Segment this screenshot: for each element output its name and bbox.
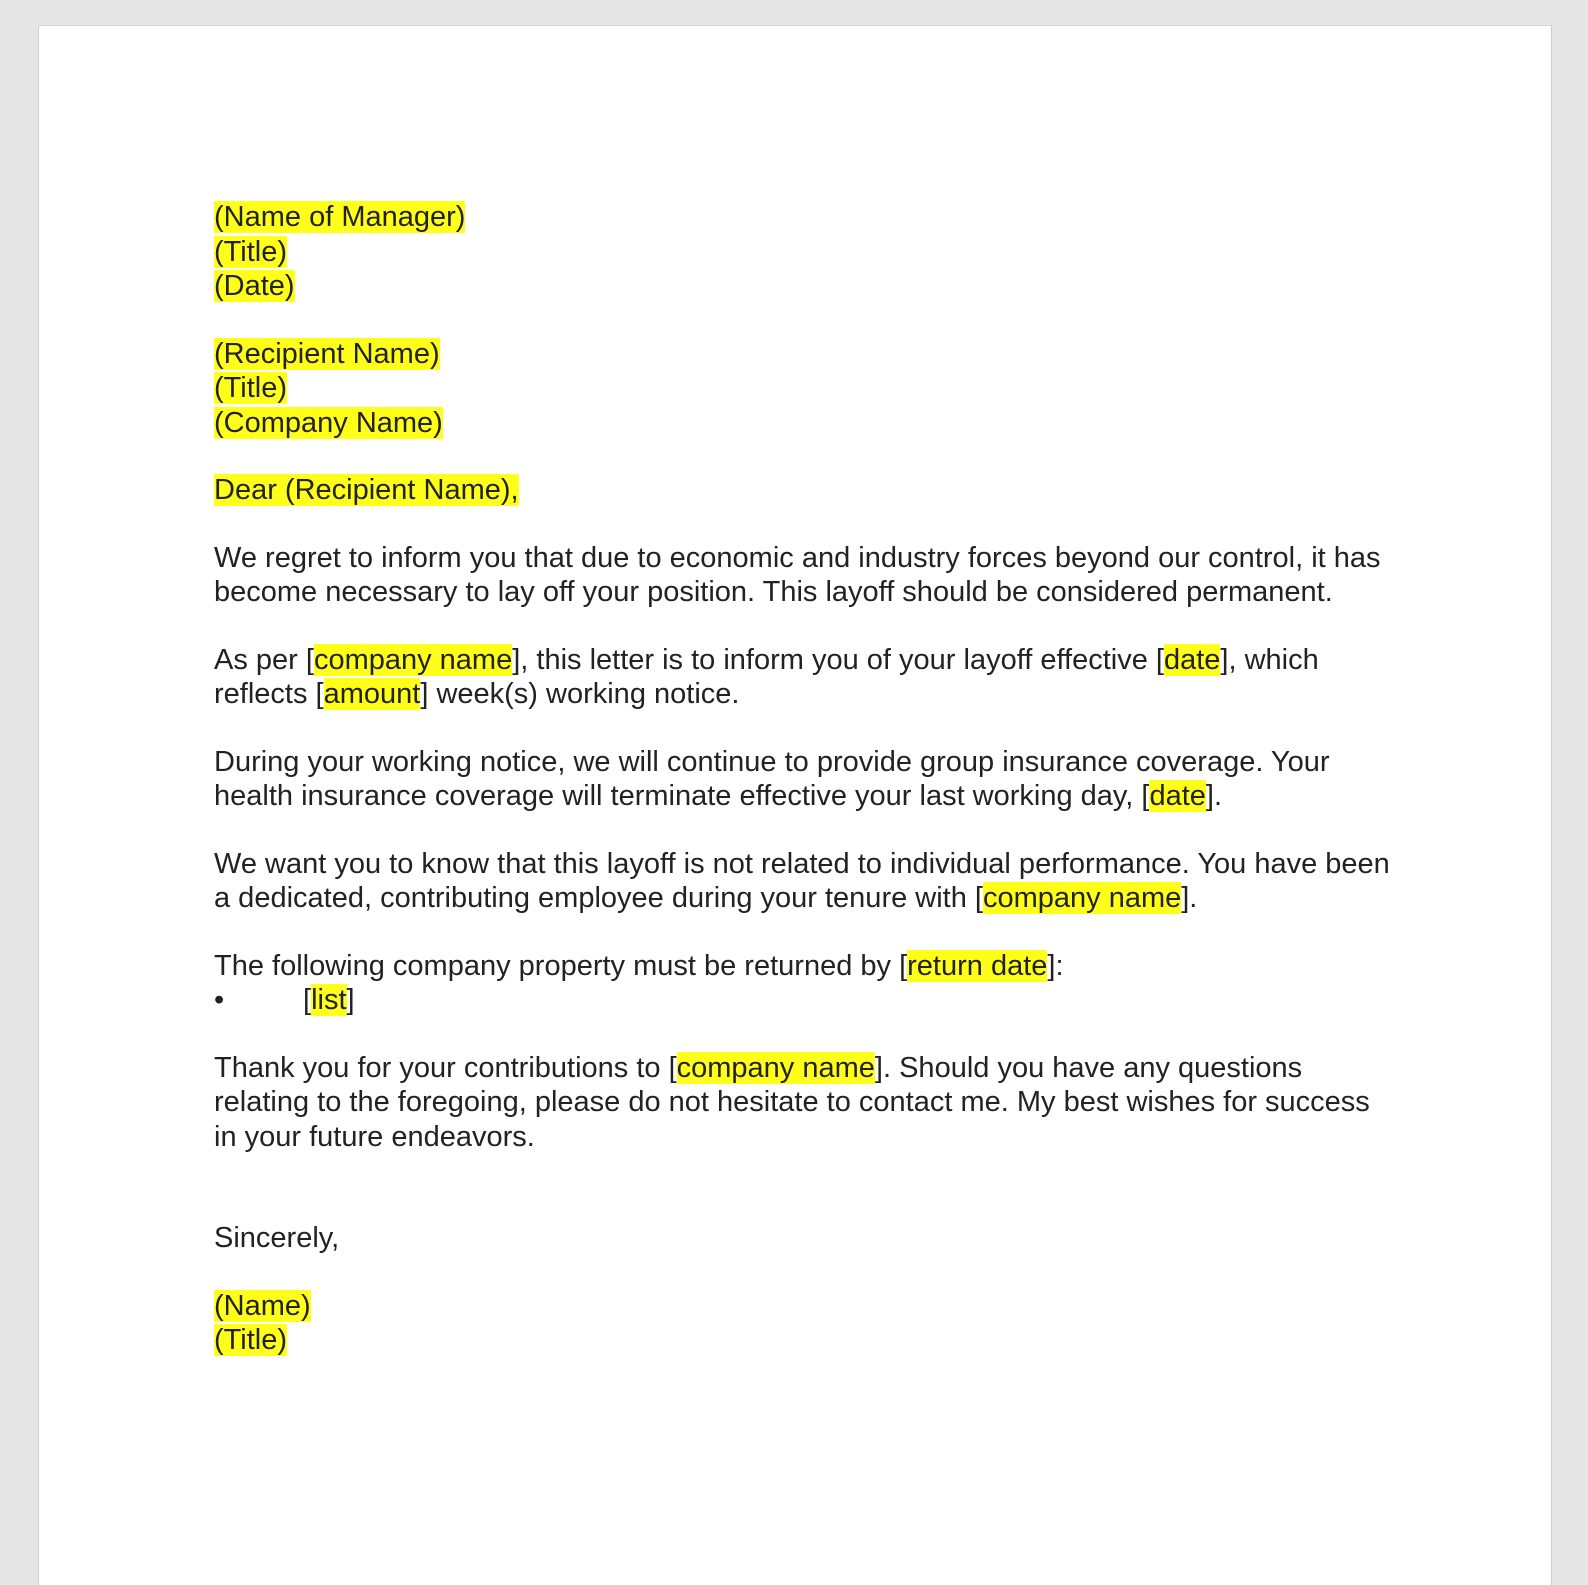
signature-name: (Name) (214, 1289, 311, 1322)
paragraph-performance (214, 847, 1394, 916)
paragraph-property-return (214, 949, 1394, 1018)
sender-name: (Name of Manager) (214, 201, 466, 233)
text: ] week(s) working notice. (420, 678, 740, 710)
text: ], this letter is to inform you of your layoff effective [ (512, 643, 1164, 676)
text: ]: (1047, 949, 1064, 982)
recipient-name: (Recipient Name) (214, 337, 440, 370)
recipient-company: (Company Name) (214, 406, 443, 439)
text: During your working notice, we will continue to provide group insurance coverage. Your health insurance coverage will terminate effective your last working day, [ (214, 745, 1330, 812)
text: ] (346, 984, 355, 1016)
placeholder-company-name: company name (313, 643, 513, 676)
document-page (38, 25, 1552, 1585)
closing: Sincerely, (214, 1222, 340, 1254)
text: ], which reflects [ (214, 643, 1319, 710)
text: Thank you for your contributions to [ (214, 1051, 677, 1084)
paragraph-thanks (214, 1051, 1394, 1155)
salutation (214, 473, 1394, 508)
paragraph-effective-date (214, 643, 1394, 712)
paragraph-insurance (214, 745, 1394, 814)
letter-body (214, 200, 1394, 1358)
recipient-title: (Title) (214, 372, 288, 404)
placeholder-date: date (1149, 780, 1206, 812)
sender-date: (Date) (214, 270, 295, 302)
text: ]. (1205, 780, 1223, 812)
text: ]. Should you have any questions relating to the foregoing, please do not hesitate to contact me. My best wishes for success in your future endeavors. (214, 1051, 1370, 1153)
placeholder-amount: amount (323, 678, 421, 710)
paragraph-layoff-notice: We regret to inform you that due to economic and industry forces beyond our control, it has become necessary to lay off your position. This layoff should be considered permanent. (214, 541, 1381, 608)
signature-block (214, 1289, 1394, 1358)
recipient-block (214, 337, 1394, 441)
signature-title: (Title) (214, 1324, 288, 1356)
salutation-text: Dear (Recipient Name), (214, 474, 519, 506)
text: ]. (1181, 882, 1198, 914)
spacer (214, 1188, 1394, 1221)
list-item (214, 983, 1394, 1018)
sender-title: (Title) (214, 235, 288, 268)
text: We want you to know that this layoff is not related to individual performance. You have been a dedicated, contributing employee during your tenure with [ (214, 847, 1390, 914)
placeholder-date: date (1163, 643, 1221, 676)
text: As per [ (214, 643, 314, 676)
text: [ (303, 984, 312, 1016)
placeholder-company-name: company name (676, 1051, 875, 1084)
placeholder-return-date: return date (907, 949, 1048, 982)
spacer (214, 1154, 1394, 1188)
placeholder-list: list (311, 984, 347, 1016)
list-item-text (303, 983, 355, 1018)
placeholder-company-name: company name (982, 882, 1182, 914)
bullet-icon: • (214, 984, 225, 1016)
text: The following company property must be returned by [ (214, 949, 908, 982)
sender-block (214, 200, 1394, 304)
property-return-line (214, 949, 1394, 984)
